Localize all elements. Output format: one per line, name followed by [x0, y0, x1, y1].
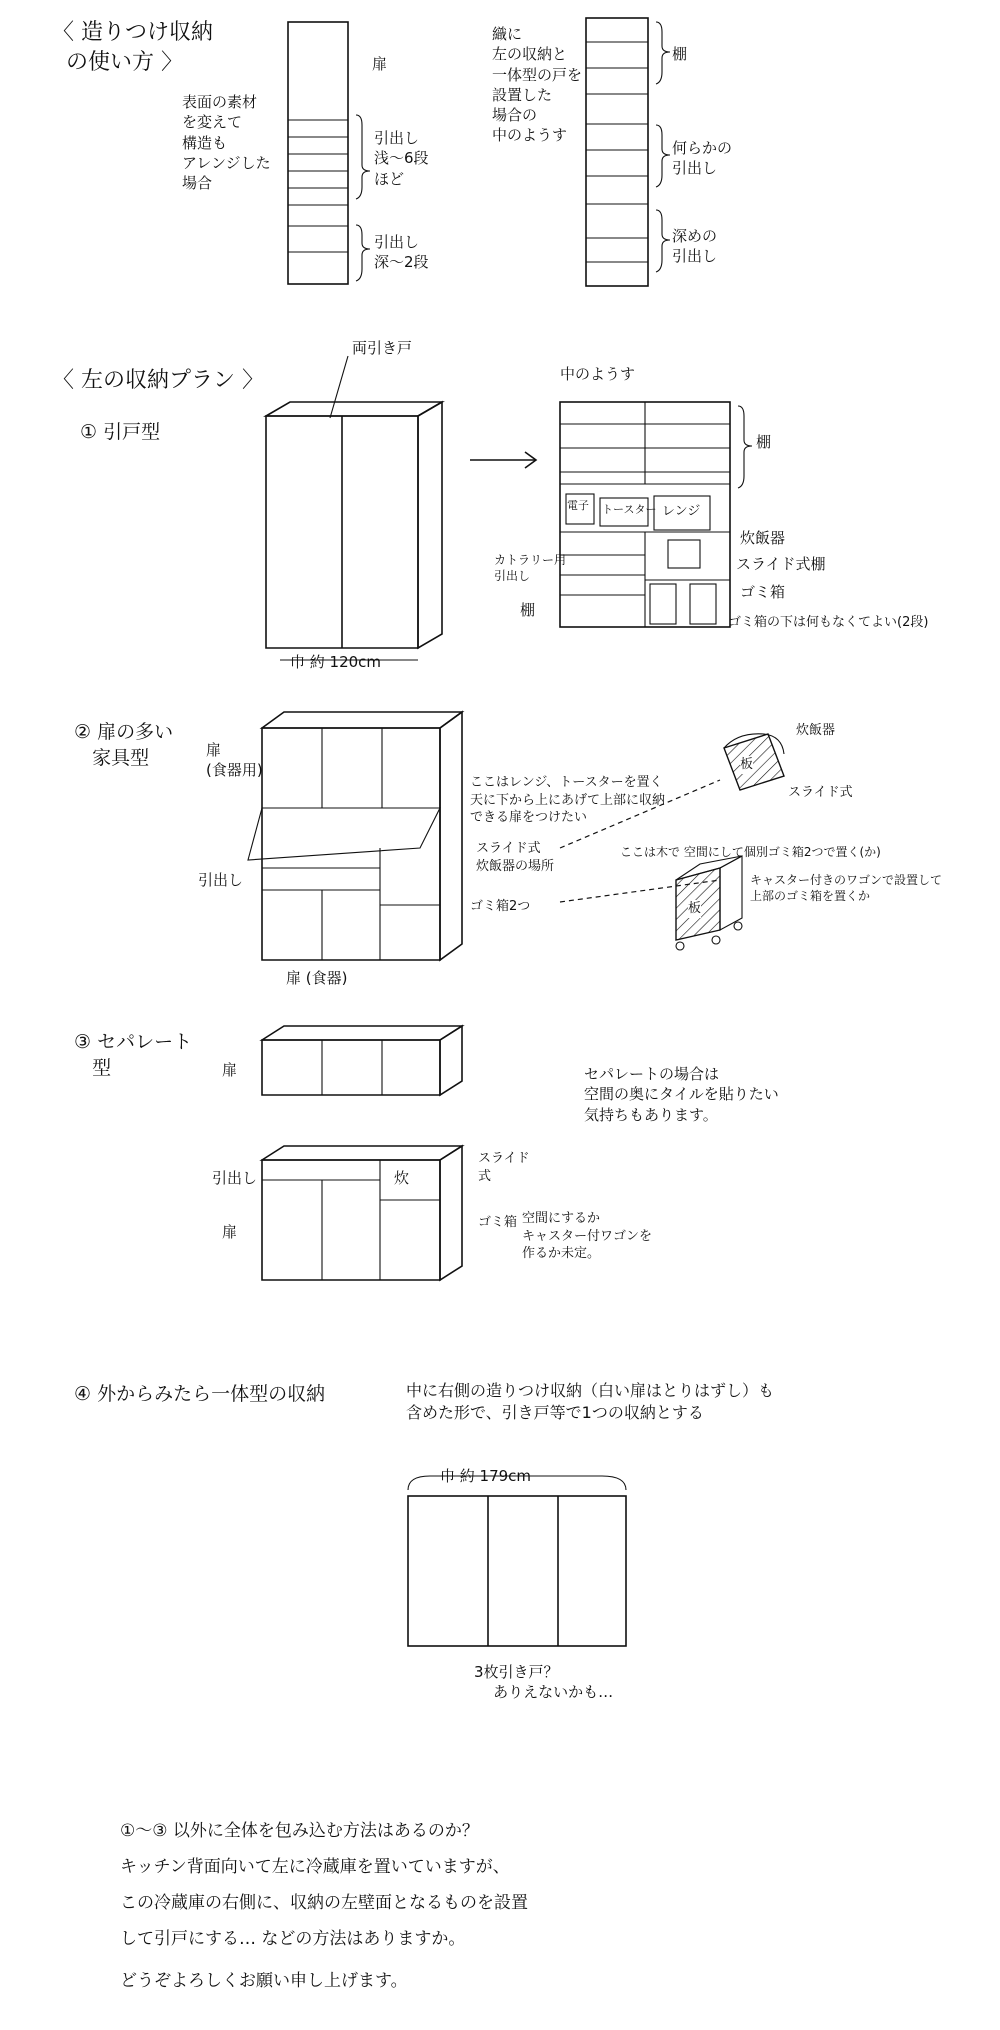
- plan1-appliance-2: トースター: [602, 503, 657, 516]
- plan1-inside-title: 中のようす: [560, 365, 636, 383]
- plan4-cabinet: [408, 1476, 626, 1646]
- plan3-rice-mark: 炊: [394, 1169, 410, 1187]
- plan3-slide: スライド 式: [478, 1151, 530, 1184]
- plan3-upper-cabinet: [262, 1026, 462, 1095]
- closing-line-5: どうぞよろしくお願い申し上げます。: [120, 1971, 408, 1991]
- plan1-cutlery: カトラリー用 引出し: [494, 553, 567, 584]
- built-in-cabinet-right: [586, 18, 670, 286]
- plan4-note: 中に右側の造りつけ収納（白い扉はとりはずし）も 含めた形で、引き戸等で1つの収納とする: [406, 1381, 775, 1422]
- built-in-note-right: 織に 左の収納と 一体型の戸を 設置した 場合の 中のようす: [492, 25, 583, 145]
- plan2-board-2: 板: [688, 901, 702, 916]
- plan2-note-upper: ここはレンジ、トースターを置く 天に下から上にあげて上部に収納 できる扉をつけたい: [470, 775, 666, 826]
- plan2-rice-place: スライド式 炊飯器の場所: [476, 841, 555, 874]
- plan3-note: セパレートの場合は 空間の奥にタイルを貼りたい 気持ちもあります。: [584, 1065, 779, 1124]
- plan3-drawer: 引出し: [212, 1169, 258, 1187]
- plan3-trash: ゴミ箱: [478, 1215, 518, 1230]
- closing-line-3: この冷蔵庫の右側に、収納の左壁面となるものを設置: [120, 1893, 528, 1913]
- closing-line-1: ①～③ 以外に全体を包み込む方法はあるのか？: [120, 1821, 479, 1841]
- plan2-trash: ゴミ箱2つ: [470, 899, 531, 914]
- built-in-note-left: 表面の素材 を変えて 構造も アレンジした 場合: [182, 93, 271, 192]
- plan3-door: 扉: [222, 1061, 238, 1079]
- plan1-width: 巾 約 120cm: [290, 653, 382, 671]
- plan2-door-bottom: 扉 (食器): [286, 969, 348, 987]
- closing-line-4: して引戸にする… などの方法はありますか。: [120, 1929, 466, 1949]
- label-shelf: 棚: [672, 45, 688, 63]
- plan2-board-1: 板: [740, 757, 754, 772]
- plan4-title: ④ 外からみたら一体型の収納: [74, 1383, 326, 1405]
- plan2-rice-label: 炊飯器: [796, 723, 836, 738]
- built-in-title: 〈 造りつけ収納 の使い方 〉: [52, 20, 213, 75]
- plan1-arrow: [470, 452, 536, 468]
- label-various-drawer: 何らかの 引出し: [672, 139, 733, 178]
- label-shallow-drawer: 引出し 浅～6段 ほど: [374, 129, 429, 188]
- plan1-label-top: 両引き戸: [352, 339, 413, 357]
- plan1-cabinet: [266, 356, 442, 660]
- plan2-slide: スライド式: [788, 785, 853, 800]
- label-deep-drawer: 引出し 深～2段: [374, 233, 429, 272]
- plan2-drawer: 引出し: [198, 871, 244, 889]
- plan1-trash-note: ゴミ箱の下は何もなくてよい(2段): [728, 615, 929, 630]
- plan2-door-top: 扉 (食器用): [206, 741, 263, 780]
- plan1-rice: 炊飯器: [740, 529, 786, 547]
- plan2-rice-cooker-box: [724, 734, 784, 790]
- plan2-wagon-note: キャスター付きのワゴンで設置して 上部のゴミ箱を置くか: [750, 873, 943, 904]
- plan1-appliance-1: 電子: [567, 499, 589, 512]
- plan1-shelf-2: 棚: [520, 601, 536, 619]
- label-door: 扉: [372, 55, 388, 73]
- plan2-wagon: [676, 856, 742, 950]
- closing-line-2: キッチン背面向いて左に冷蔵庫を置いていますが、: [120, 1857, 510, 1877]
- plan2-wagon-note-top: ここは木で 空間にして個別ゴミ箱2つで置く(か): [620, 845, 881, 859]
- built-in-cabinet-left: [288, 22, 370, 284]
- plan3-door-2: 扉: [222, 1223, 238, 1241]
- plan1-shelf: 棚: [756, 433, 772, 451]
- plan3-lower-cabinet: [262, 1146, 462, 1280]
- plan3-trash-note: 空間にするか キャスター付ワゴンを 作るか未定。: [522, 1211, 653, 1262]
- plan4-width: 巾 約 179cm: [440, 1467, 532, 1485]
- plan1-appliance-3: レンジ: [662, 504, 701, 519]
- plan2-title: ② 扉の多い 家具型: [74, 721, 174, 769]
- plan4-caption: 3枚引き戸？ ありえないかも…: [474, 1663, 614, 1702]
- plan1-trash: ゴミ箱: [740, 583, 786, 601]
- plan3-title: ③ セパレート 型: [74, 1031, 193, 1079]
- label-deep-drawer-2: 深めの 引出し: [672, 227, 718, 266]
- plan-title: 〈 左の収納プラン 〉: [52, 368, 264, 393]
- plan2-cabinet: [248, 712, 720, 960]
- plan1-title: ① 引戸型: [80, 421, 161, 443]
- plan1-slide-shelf: スライド式棚: [736, 555, 826, 573]
